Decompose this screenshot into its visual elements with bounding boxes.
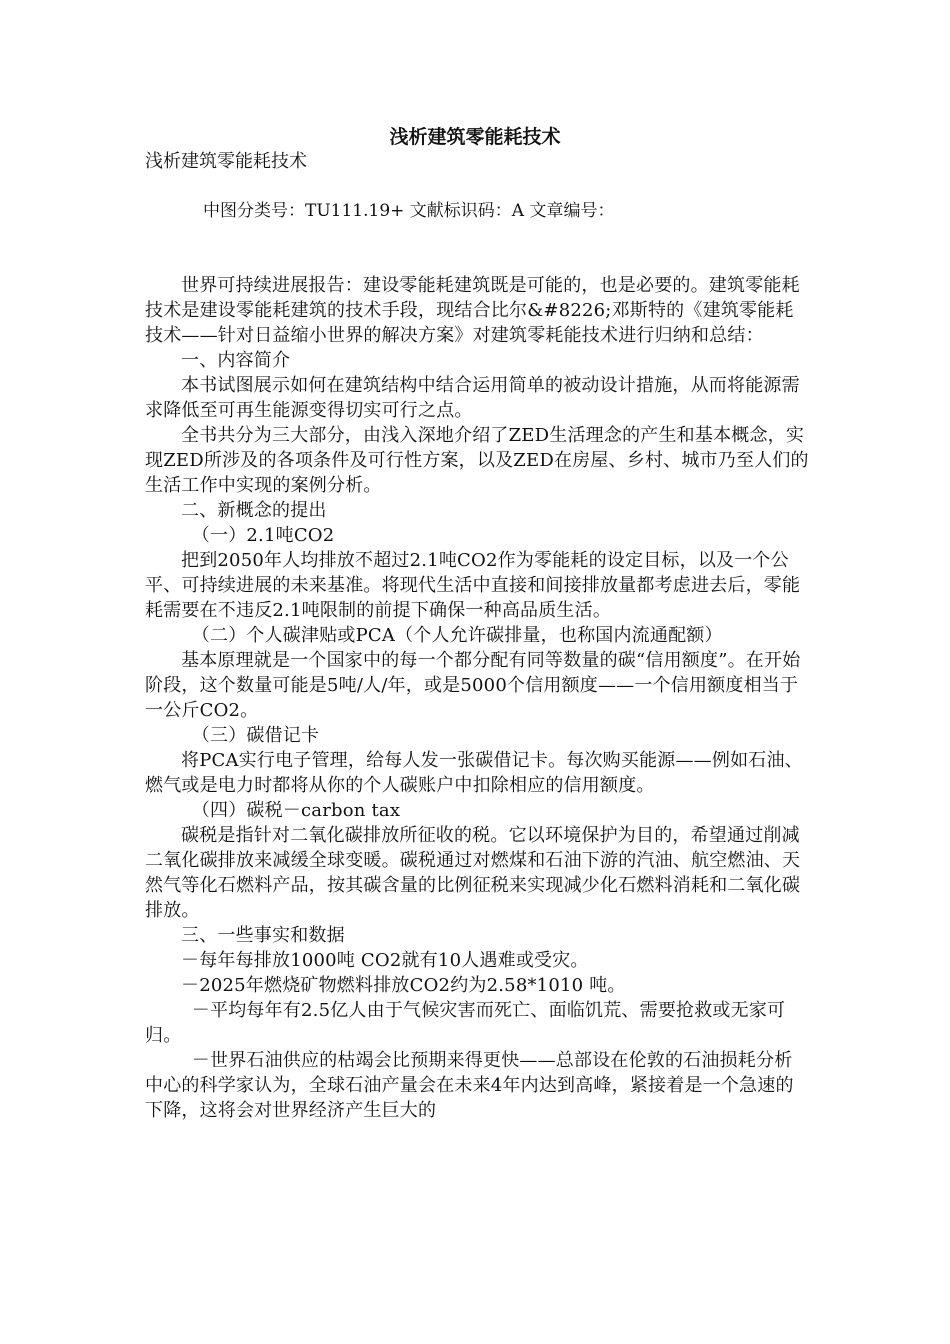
document-subtitle: 浅析建筑零能耗技术 bbox=[145, 151, 307, 172]
body-paragraph: 世界可持续进展报告：建设零能耗建筑既是可能的，也是必要的。建筑零能耗技术是建设零能耗建筑的技术手段，现结合比尔&#8226;邓斯特的《建筑零能耗技术——针对日益缩小世界的解决方案》对建筑零耗能技术进行归纳和总结： bbox=[145, 275, 800, 346]
subsection-paragraph: （二）个人碳津贴或PCA（个人允许碳排量，也称国内流通配额） bbox=[191, 625, 723, 646]
subsection-paragraph: （四）碳税－carbon tax bbox=[191, 800, 401, 821]
body-paragraph: 碳税是指针对二氧化碳排放所征收的税。它以环境保护为目的，希望通过削减二氧化碳排放来减缓全球变暖。碳税通过对燃煤和石油下游的汽油、航空燃油、天然气等化石燃料产品，按其碳含量的比例征税来实现减少化石燃料消耗和二氧化碳排放。 bbox=[145, 825, 801, 921]
subsection-paragraph: －平均每年有2.5亿人由于气候灾害而死亡、面临饥荒、需要抢救或无家可归。 bbox=[145, 1000, 786, 1046]
body-paragraph: 将PCA实行电子管理，给每人发一张碳借记卡。每次购买能源——例如石油、燃气或是电力时都将从你的个人碳账户中扣除相应的信用额度。 bbox=[145, 750, 803, 796]
body-paragraph: －2025年燃烧矿物燃料排放CO2约为2.58*1010 吨。 bbox=[181, 975, 626, 996]
section-heading: 二、新概念的提出 bbox=[181, 500, 327, 521]
body-paragraph: 本书试图展示如何在建筑结构中结合运用简单的被动设计措施，从而将能源需求降低至可再生能源变得切实可行之点。 bbox=[145, 375, 800, 421]
document-title: 浅析建筑零能耗技术 bbox=[389, 126, 561, 148]
body-paragraph: 把到2050年人均排放不超过2.1吨CO2作为零能耗的设定目标，以及一个公平、可持续进展的未来基准。将现代生活中直接和间接排放量都考虑进去后，零能耗需要在不违反2.1吨限制的前提下确保一种高品质生活。 bbox=[145, 550, 801, 621]
body-paragraph: 基本原理就是一个国家中的每一个都分配有同等数量的碳“信用额度”。在开始阶段，这个数量可能是5吨/人/年，或是5000个信用额度——一个信用额度相当于一公斤CO2。 bbox=[145, 650, 801, 721]
section-heading: 三、一些事实和数据 bbox=[181, 925, 345, 946]
classification-line: 中图分类号：TU111.19+ 文献标识码：A 文章编号： bbox=[203, 201, 615, 221]
document-body bbox=[145, 273, 810, 1123]
body-paragraph: －每年每排放1000吨 CO2就有10人遇难或受灾。 bbox=[181, 950, 589, 971]
section-heading: 一、内容简介 bbox=[181, 350, 291, 371]
body-paragraph: 全书共分为三大部分，由浅入深地介绍了ZED生活理念的产生和基本概念，实现ZED所涉及的各项条件及可行性方案，以及ZED在房屋、乡村、城市乃至人们的生活工作中实现的案例分析。 bbox=[145, 425, 809, 496]
subsection-paragraph: －世界石油供应的枯竭会比预期来得更快——总部设在伦敦的石油损耗分析中心的科学家认为，全球石油产量会在未来4年内达到高峰，紧接着是一个急速的下降，这将会对世界经济产生巨大的 bbox=[145, 1050, 794, 1121]
subsection-paragraph: （三）碳借记卡 bbox=[191, 725, 320, 746]
subsection-paragraph: （一）2.1吨CO2 bbox=[191, 525, 335, 546]
